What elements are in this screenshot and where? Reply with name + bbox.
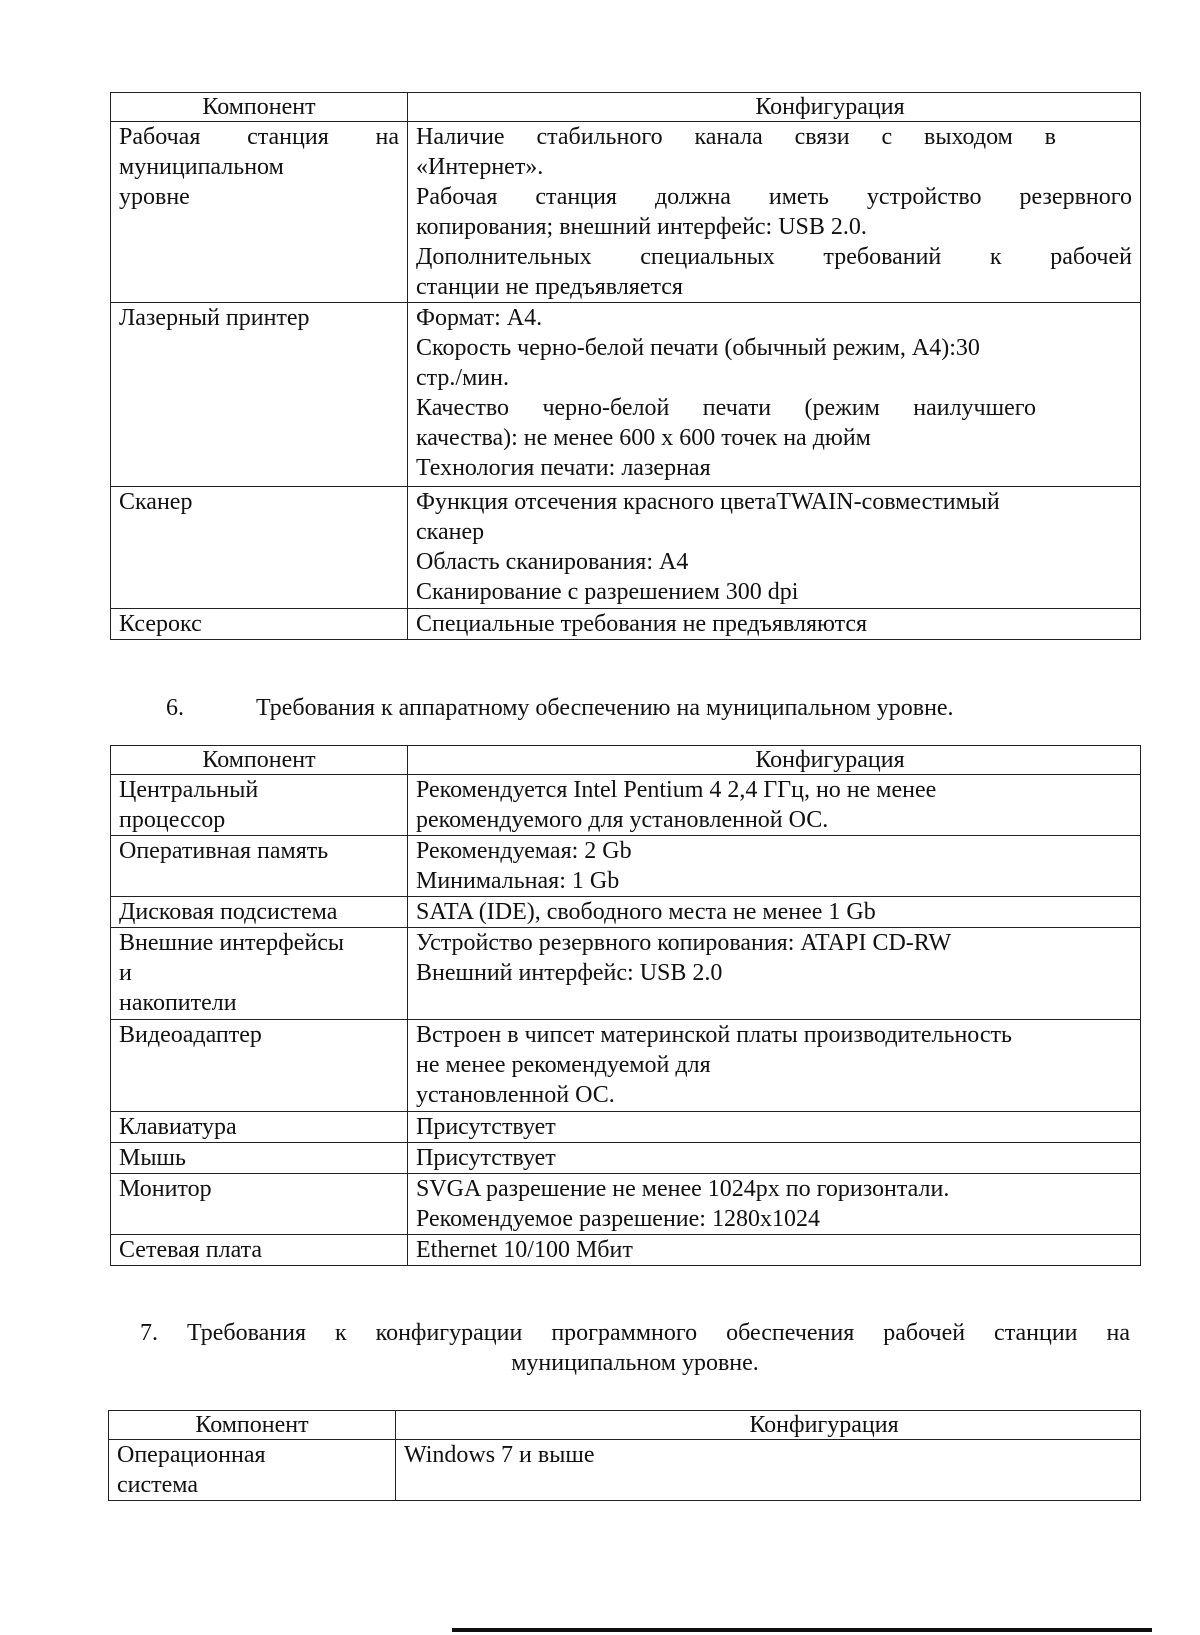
column-header-component: Компонент <box>109 1411 396 1440</box>
component-line: система <box>117 1472 198 1498</box>
configuration-line: Рекомендуемая: 2 Gb <box>416 838 632 864</box>
table-header-row <box>111 746 1141 775</box>
configuration-line: станции не предъявляется <box>416 274 683 300</box>
table-row <box>111 1235 1141 1266</box>
component-cell <box>111 1112 408 1143</box>
configuration-cell <box>408 1235 1141 1266</box>
configuration-line: Дополнительных специальных требований к рабочей <box>416 244 1132 270</box>
configuration-line: установленной ОС. <box>416 1082 615 1108</box>
table-row <box>109 1440 1141 1501</box>
configuration-cell <box>408 1174 1141 1235</box>
component-line: Ксерокс <box>119 611 202 637</box>
component-cell <box>111 836 408 897</box>
configuration-line: Рекомендуемое разрешение: 1280x1024 <box>416 1206 820 1232</box>
configuration-cell <box>408 897 1141 928</box>
configuration-cell <box>408 609 1141 640</box>
configuration-line: Скорость черно-белой печати (обычный режим, А4):30 <box>416 335 980 361</box>
table-row <box>111 1020 1141 1112</box>
section-title-line: муниципальном уровне. <box>511 1350 759 1376</box>
column-header-component: Компонент <box>111 746 408 775</box>
table-row <box>111 928 1141 1020</box>
configuration-line: Ethernet 10/100 Мбит <box>416 1237 633 1263</box>
component-cell <box>111 609 408 640</box>
section-7-heading <box>140 1318 1130 1378</box>
component-cell <box>111 1174 408 1235</box>
configuration-line: сканер <box>416 519 485 545</box>
table-row <box>111 303 1141 487</box>
table-row <box>111 775 1141 836</box>
component-line: Операционная <box>117 1442 266 1468</box>
component-cell <box>109 1440 396 1501</box>
configuration-cell <box>408 487 1141 609</box>
table-row <box>111 836 1141 897</box>
component-line: Рабочая станция на <box>119 124 399 150</box>
table-header-row <box>111 93 1141 122</box>
footer-rule <box>452 1628 1152 1632</box>
component-line: Центральный <box>119 777 259 803</box>
configuration-line: Встроен в чипсет материнской платы производительность <box>416 1022 1012 1048</box>
configuration-line: Функция отсечения красного цветаTWAIN-совместимый <box>416 489 1000 515</box>
configuration-line: Рабочая станция должна иметь устройство резервного <box>416 184 1132 210</box>
component-cell <box>111 928 408 1020</box>
table-row <box>111 1143 1141 1174</box>
configuration-line: Минимальная: 1 Gb <box>416 868 620 894</box>
component-line: Клавиатура <box>119 1114 237 1140</box>
configuration-line: Технология печати: лазерная <box>416 455 711 481</box>
configuration-line: стр./мин. <box>416 365 509 391</box>
component-line: Сетевая плата <box>119 1237 263 1263</box>
configuration-line: Устройство резервного копирования: ATAPI CD-RW <box>416 930 952 956</box>
configuration-line: рекомендуемого для установленной ОС. <box>416 807 829 833</box>
configuration-line: SVGA разрешение не менее 1024px по горизонтали. <box>416 1176 950 1202</box>
configuration-cell <box>408 1020 1141 1112</box>
section-6-heading <box>166 693 954 723</box>
configuration-line: Присутствует <box>416 1114 556 1140</box>
table-header-row <box>109 1411 1141 1440</box>
column-header-configuration: Конфигурация <box>408 746 1141 775</box>
table-row <box>111 609 1141 640</box>
component-line: процессор <box>119 807 226 833</box>
configuration-cell <box>408 928 1141 1020</box>
component-line: и <box>119 960 132 986</box>
configuration-line: Присутствует <box>416 1145 556 1171</box>
configuration-cell <box>396 1440 1141 1501</box>
component-line: муниципальном <box>119 154 284 180</box>
configuration-line: Рекомендуется Intel Pentium 4 2,4 ГГц, но не менее <box>416 777 937 803</box>
component-line: Оперативная память <box>119 838 329 864</box>
component-cell <box>111 1020 408 1112</box>
component-line: Дисковая подсистема <box>119 899 338 925</box>
component-line: накопители <box>119 990 237 1016</box>
configuration-line: SATA (IDE), свободного места не менее 1 Gb <box>416 899 876 925</box>
table-row <box>111 1174 1141 1235</box>
component-line: Монитор <box>119 1176 212 1202</box>
configuration-line: Сканирование с разрешением 300 dpi <box>416 579 799 605</box>
section-number: 6. <box>166 695 184 721</box>
component-cell <box>111 1235 408 1266</box>
section-title-line: 7. Требования к конфигурации программного обеспечения рабочей станции на <box>140 1320 1130 1346</box>
configuration-cell <box>408 1143 1141 1174</box>
column-header-configuration: Конфигурация <box>396 1411 1141 1440</box>
configuration-cell <box>408 122 1141 303</box>
configuration-line: Наличие стабильного канала связи с выходом в <box>416 124 1056 150</box>
table-row <box>111 1112 1141 1143</box>
configuration-cell <box>408 1112 1141 1143</box>
workstation-requirements-table <box>110 92 1141 640</box>
component-line: Мышь <box>119 1145 186 1171</box>
component-cell <box>111 1143 408 1174</box>
table-row <box>111 122 1141 303</box>
component-line: уровне <box>119 184 190 210</box>
column-header-component: Компонент <box>111 93 408 122</box>
component-cell <box>111 303 408 487</box>
configuration-line: не менее рекомендуемой для <box>416 1052 711 1078</box>
configuration-line: Специальные требования не предъявляются <box>416 611 868 637</box>
configuration-line: Формат: А4. <box>416 305 543 331</box>
configuration-cell <box>408 775 1141 836</box>
configuration-line: качества): не менее 600 х 600 точек на дюйм <box>416 425 871 451</box>
configuration-cell <box>408 303 1141 487</box>
hardware-requirements-table <box>110 745 1141 1266</box>
configuration-cell <box>408 836 1141 897</box>
component-cell <box>111 897 408 928</box>
section-title: Требования к аппаратному обеспечению на муниципальном уровне. <box>256 695 954 721</box>
component-cell <box>111 775 408 836</box>
configuration-line: Windows 7 и выше <box>404 1442 595 1468</box>
software-requirements-table <box>108 1410 1141 1501</box>
component-line: Сканер <box>119 489 193 515</box>
configuration-line: Качество черно-белой печати (режим наилучшего <box>416 395 1036 421</box>
configuration-line: копирования; внешний интерфейс: USB 2.0. <box>416 214 867 240</box>
component-cell <box>111 487 408 609</box>
component-line: Видеоадаптер <box>119 1022 262 1048</box>
configuration-line: «Интернет». <box>416 154 544 180</box>
table-row <box>111 487 1141 609</box>
column-header-configuration: Конфигурация <box>408 93 1141 122</box>
table-row <box>111 897 1141 928</box>
component-cell <box>111 122 408 303</box>
configuration-line: Внешний интерфейс: USB 2.0 <box>416 960 723 986</box>
component-line: Лазерный принтер <box>119 305 310 331</box>
configuration-line: Область сканирования: А4 <box>416 549 689 575</box>
component-line: Внешние интерфейсы <box>119 930 344 956</box>
